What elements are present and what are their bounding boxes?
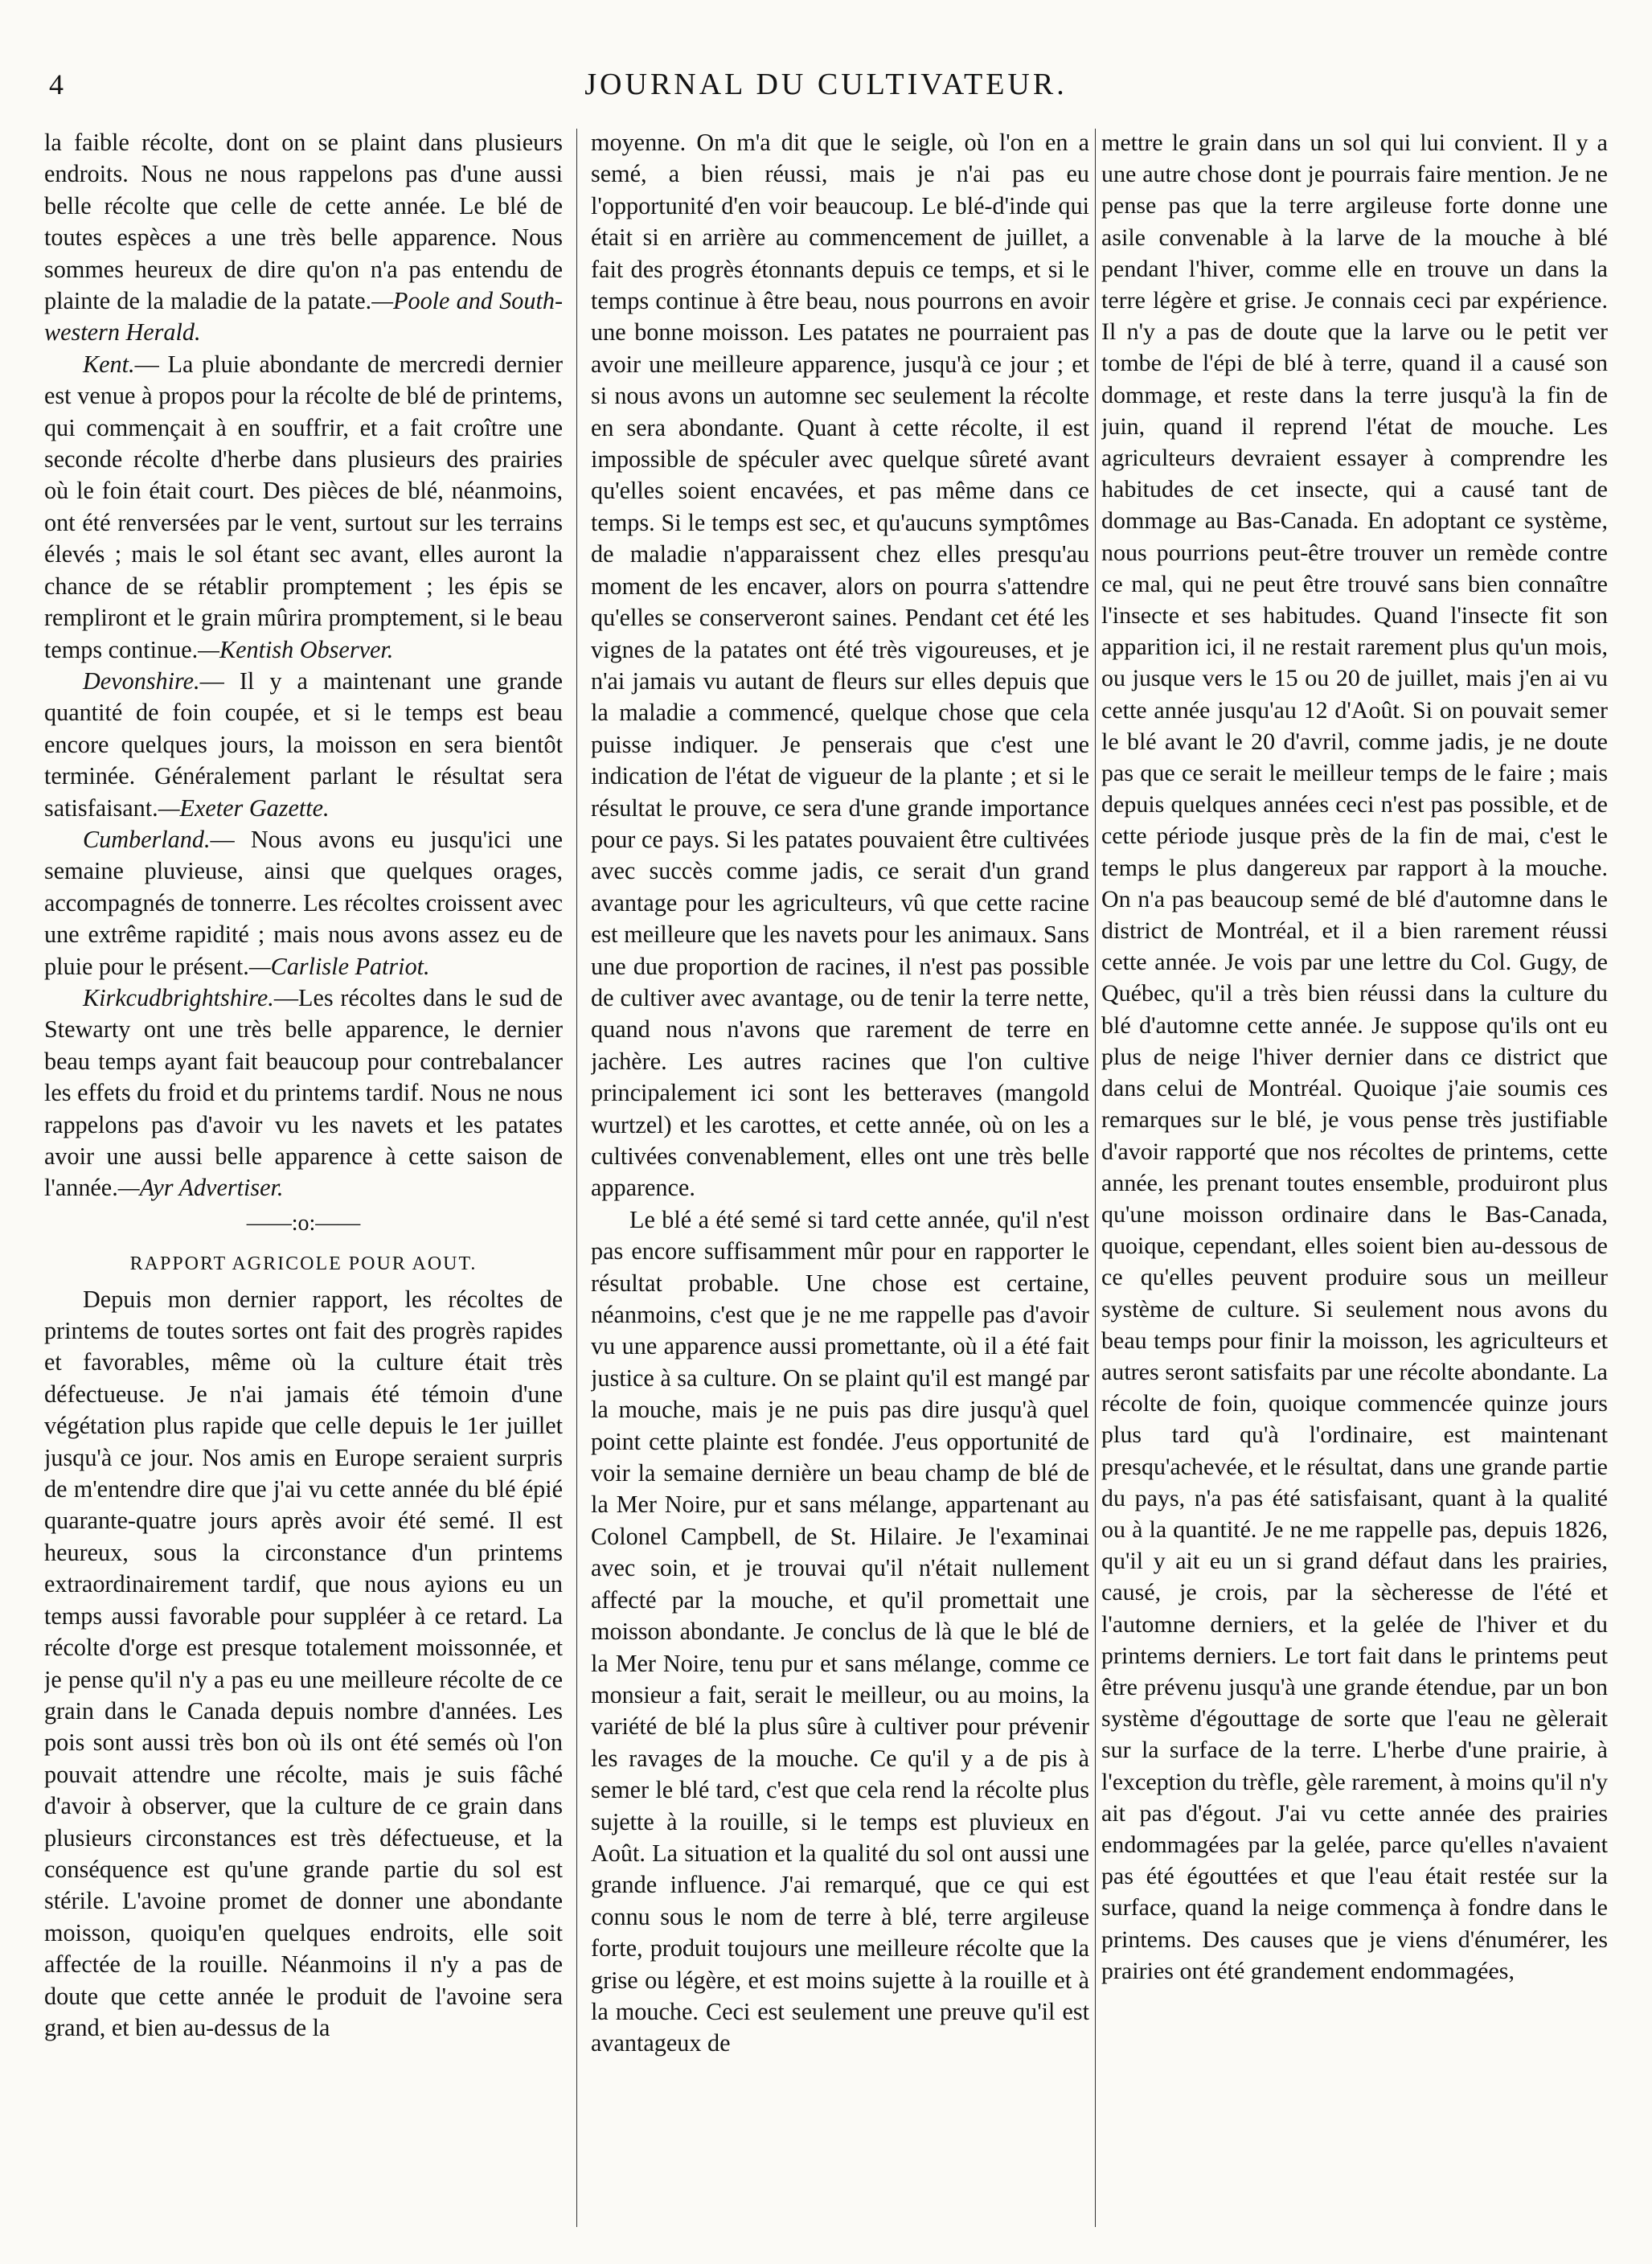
place-name: Kent. bbox=[83, 350, 135, 378]
journal-title: JOURNAL DU CULTIVATEUR. bbox=[584, 68, 1068, 101]
place-name: Devonshire. bbox=[83, 666, 200, 695]
news-paragraph bbox=[44, 127, 563, 349]
report-paragraph: moyenne. On m'a dit que le seigle, où l'on en a semé, a bien réussi, mais je n'ai pas eu l'opportunité d'en voir beaucoup. Le blé-d'inde qui était si en arrière au commencement de juillet, a fait des progrès étonnants depuis ce temps, et si le temps continue à être beau, nous pourrons en avoir une bonne moisson. Les patates ne pourraient pas avoir une meilleure apparence, jusqu'à ce jour ; et si nous avons un automne sec seulement la récolte en sera abondante. Quant à cette récolte, il est impossible de spéculer avec quelque sûreté avant qu'elles soient encavées, et pas même dans ce temps. Si le temps est sec, et qu'aucuns symptômes de maladie n'apparaissent chez elles presqu'au moment de les encaver, alors on pourra s'attendre qu'elles se conserveront saines. Pendant cet été les vignes de la patates ont été très vigoureuses, et je n'ai jamais vu autant de fleurs sur elles depuis que la maladie a commencé, quelque chose que cela puisse indiquer. Je penserais que c'est une indication de l'état de vigueur de la plante ; et si le résultat le prouve, ce sera d'une grande importance pour ce pays. Si les patates pouvaient être cultivées avec succès comme jadis, ce serait d'un grand avantage pour les agriculteurs, vû que cette racine est meilleure que les navets pour les animaux. Sans une due proportion de racines, il n'est pas possible de cultiver avec avantage, ou de tenir la terre nette, quand nous n'avons que rarement de terre en jachère. Les autres racines que l'on cultive principalement ici sont les betteraves (mangold wurtzel) et les carottes, et cette année, où on les a cultivées convenablement, elles ont une très belle apparence. bbox=[591, 129, 1089, 1202]
place-name: Kirkcudbrightshire. bbox=[83, 983, 274, 1011]
news-paragraph-cumberland bbox=[44, 824, 563, 982]
paragraph-text: la faible récolte, dont on se plaint dans plusieurs endroits. Nous ne nous rappelons pas d'une aussi belle récolte que celle de cette année. Le blé de toutes espèces a une très belle apparence. Nous sommes heureux de dire qu'on n'a pas entendu de plainte de la maladie de la patate. bbox=[44, 129, 563, 315]
section-divider: ——:o:—— bbox=[246, 1210, 361, 1236]
report-paragraph: Le blé a été semé si tard cette année, qu'il n'est pas encore suffisamment mûr pour en rapporter le résultat probable. Une chose est certaine, néanmoins, c'est que je ne me rappelle pas d'avoir vu une apparence aussi promettante, où il a été fait justice à sa culture. On se plaint qu'il est mangé par la mouche, mais je ne puis pas dire jusqu'à quel point cette plainte est fondée. J'eus opportunité de voir la semaine dernière un beau champ de blé de la Mer Noire, pur et sans mélange, appartenant au Colonel Campbell, de St. Hilaire. Je l'examinai avec soin, et je trouvai qu'il n'était nullement affecté par la mouche, et qu'il promettait une moisson abondante. Je conclus de là que le blé de la Mer Noire, tenu pur et sans mélange, comme ce monsieur a fait, serait le meilleur, ou au moins, la variété de blé la plus sûre à cultiver pour prévenir les ravages de la mouche. Ce qu'il y a de pis à semer le blé tard, c'est que cela rend la récolte plus sujette à la rouille, si le temps est pluvieux en Août. La situation et la qualité du sol ont aussi une grande influence. J'ai remarqué, que ce qui est connu sous le nom de terre à blé, terre argileuse forte, produit toujours une meilleure récolte que la grise ou légère, et est moins sujette à la rouille et à la mouche. Ceci est seulement une preuve qu'il est avantageux de bbox=[591, 1205, 1089, 2057]
column-1 bbox=[44, 127, 563, 2233]
source-attribution: —Carlisle Patriot. bbox=[248, 952, 430, 980]
paragraph-text: —Les récoltes dans le sud de Stewarty ont une très belle apparence, le dernier beau temps ayant fait beaucoup pour contrebalancer les effets du froid et du printems tardif. Nous ne nous rappelons pas d'avoir vu les navets et les patates avoir une aussi belle apparence à cette saison de l'année. bbox=[44, 983, 563, 1202]
news-paragraph-devonshire bbox=[44, 666, 563, 824]
source-attribution: —Exeter Gazette. bbox=[158, 794, 330, 822]
paragraph-text: — Nous avons eu jusqu'ici une semaine pluvieuse, ainsi que quelques orages, accompagnés de tonnerre. Les récoltes croissent avec une extrême rapidité ; mais nous avons assez eu de pluie pour le présent. bbox=[44, 825, 563, 980]
paragraph-text: — La pluie abondante de mercredi dernier est venue à propos pour la récolte de blé de printems, qui commençait à en souffrir, et a fait croître une seconde récolte d'herbe dans plusieurs des prairies où le foin était court. Des pièces de blé, néanmoins, ont été renversées par le vent, surtout sur les terrains élevés ; mais le sol étant sec avant, elles auront la chance de se rétablir promptement ; les épis se rempliront et le grain mûrira promptement, si le beau temps continue. bbox=[44, 350, 563, 663]
news-paragraph-kirkcudbrightshire bbox=[44, 982, 563, 1204]
page-header bbox=[44, 64, 1608, 105]
column-divider-rule bbox=[576, 129, 577, 2227]
report-paragraph: Depuis mon dernier rapport, les récoltes de printems de toutes sortes ont fait des progrès rapides et favorables, même où la culture était très défectueuse. Je n'ai jamais été témoin d'une végétation plus rapide que celle depuis le 1er juillet jusqu'à ce jour. Nos amis en Europe seraient surpris de m'entendre dire que j'ai vu cette année du blé épié quarante-quatre jours après avoir été semé. Il est heureux, sous la circonstance d'un printems extraordinairement tardif, que nous ayions eu un temps aussi favorable pour suppléer à ce retard. La récolte d'orge est presque totalement moissonnée, et je pense qu'il n'y a pas eu une meilleure récolte de ce grain dans le Canada depuis nombre d'années. Les pois sont aussi très bon où ils ont été semés où l'on pouvait attendre une récolte, mais je suis fâché d'avoir à observer, que la culture de ce grain dans plusieurs circonstances est très défectueuse, et la conséquence est qu'une grande partie du sol est stérile. L'avoine promet de donner une abondante moisson, quoiqu'en quelques endroits, elle soit affectée de la rouille. Néanmoins il n'y a pas de doute que cette année le produit de l'avoine sera grand, et bien au-dessus de la bbox=[44, 1285, 563, 2041]
column-divider-rule bbox=[1095, 129, 1096, 2227]
paragraph-text: — Il y a maintenant une grande quantité de foin coupée, et si le temps est beau encore quelques jours, la moisson en sera bientôt terminée. Généralement parlant le résultat sera satisfaisant. bbox=[44, 666, 563, 822]
section-heading: RAPPORT AGRICOLE POUR AOUT. bbox=[129, 1253, 478, 1275]
source-attribution: —Poole and South-western Herald. bbox=[44, 287, 563, 347]
report-paragraph: mettre le grain dans un sol qui lui convient. Il y a une autre chose dont je pourrais faire mention. Je ne pense pas que la terre argileuse forte donne une asile convenable à la larve de la mouche à blé pendant l'hiver, comme elle en trouve un dans la terre légère et grise. Je connais ceci par expérience. Il n'y a pas de doute que la larve ou le petit ver tombe de l'épi de blé à terre, quand il a causé son dommage, et reste dans la terre jusqu'à la fin de juin, quand il reprend l'état de mouche. Les agriculteurs devraient essayer à comprendre les habitudes de cet insecte, qui a causé tant de dommage au Bas-Canada. En adoptant ce système, nous pourrions peut-être trouver un remède contre ce mal, qui ne peut être trouvé sans bien connaître l'insecte et ses habitudes. Quand l'insecte fit son apparition ici, il ne restait rarement plus qu'un mois, ou jusque vers le 15 ou 20 de juillet, mais j'en ai vu cette année jusqu'au 12 d'Août. Si on pouvait semer le blé avant le 20 d'avril, comme jadis, je ne doute pas que ce serait le meilleur temps de le faire ; mais depuis quelques années ceci n'est pas possible, et de cette période jusque près de la fin de mai, c'est le temps le plus dangereux par rapport à la mouche. On n'a pas beaucoup semé de blé d'automne dans le district de Montréal, et il a bien rarement réussi cette année. Je vois par une lettre du Col. Gugy, de Québec, qu'il a très bien réussi dans la culture du blé d'automne cette année. Je suppose qu'ils ont eu plus de neige l'hiver dernier dans ce district que dans celui de Montréal. Quoique j'aie soumis ces remarques sur le blé, je vous pense très justifiable d'avoir rapporté que nos récoltes de printems, cette année, les prenant toutes ensemble, produiront plus qu'une moisson ordinaire dans le Bas-Canada, quoique, cependant, elles soient bien au-dessous de ce qu'elles peuvent produire sous un meilleur système de culture. Si seulement nous avons du beau temps pour finir la moisson, les agriculteurs et autres seront satisfaits par une récolte abondante. La récolte de foin, quoique commencée quinze jours plus tard qu'à l'ordinaire, est maintenant presqu'achevée, et le résultat, dans une grande partie du pays, n'a pas été satisfaisant, quant à la qualité ou à la quantité. Je ne me rappelle pas, depuis 1826, qu'il y ait eu un si grand défaut dans les prairies, causé, je crois, par la sècheresse de l'été et l'automne derniers, et la gelée de l'hiver et du printems derniers. Le tort fait dans le printems peut être prévenu jusqu'à une grande étendue, par un bon système d'égouttage de sorte que l'eau ne gèlerait sur la surface de la terre. L'herbe d'une prairie, à l'exception du trèfle, gèle rarement, à moins qu'il n'y ait pas d'égout. J'ai vu cette année des prairies endommagées par la gelée, parce qu'elles n'avaient pas été égouttées et que l'eau était restée sur la surface, quand la neige commença à fondre dans le printems. Des causes que je viens d'énumérer, les prairies ont été grandement endommagées, bbox=[1101, 129, 1608, 1984]
place-name: Cumberland. bbox=[83, 825, 211, 853]
page-number: 4 bbox=[49, 68, 64, 100]
news-paragraph-kent bbox=[44, 349, 563, 666]
column-2 bbox=[591, 127, 1089, 2233]
column-3 bbox=[1101, 127, 1608, 2233]
source-attribution: —Kentish Observer. bbox=[198, 635, 394, 663]
source-attribution: —Ayr Advertiser. bbox=[117, 1174, 284, 1202]
